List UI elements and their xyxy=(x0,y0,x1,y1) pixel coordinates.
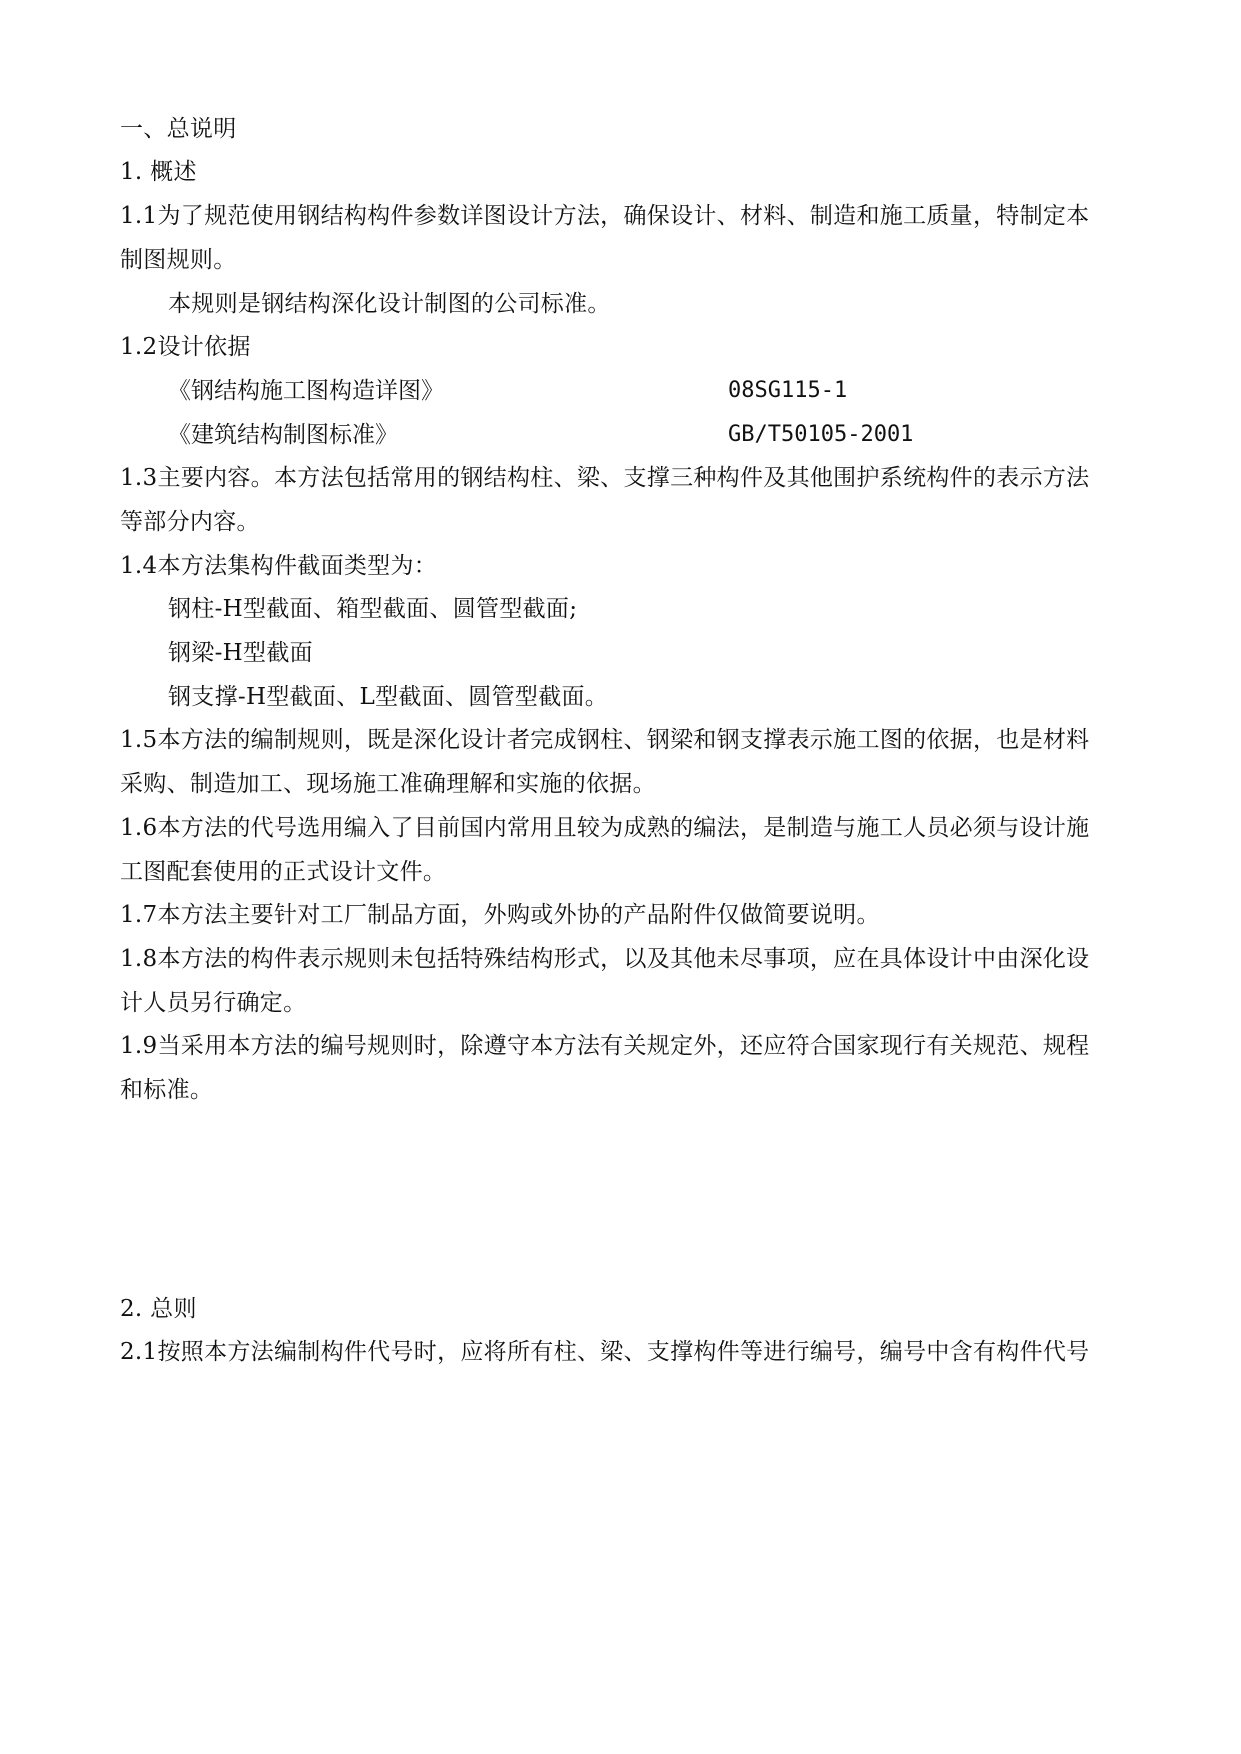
paragraph-line: 1.9当采用本方法的编号规则时，除遵守本方法有关规定外，还应符合国家现行有关规范、规程 xyxy=(120,1033,1090,1059)
section-heading: 一、总说明 xyxy=(120,116,237,142)
paragraph-line: 工图配套使用的正式设计文件。 xyxy=(120,859,447,885)
list-item: 钢柱-H型截面、箱型截面、圆管型截面; xyxy=(168,596,578,622)
paragraph-line: 和标准。 xyxy=(120,1077,214,1103)
reference-title: 《钢结构施工图构造详图》 xyxy=(168,378,444,404)
list-item: 钢梁-H型截面 xyxy=(168,640,313,666)
paragraph-line: 1.5本方法的编制规则，既是深化设计者完成钢柱、钢梁和钢支撑表示施工图的依据，也是材料 xyxy=(120,727,1090,753)
reference-title: 《建筑结构制图标准》 xyxy=(168,422,398,448)
paragraph-line: 计人员另行确定。 xyxy=(120,990,307,1016)
reference-code: GB/T50105-2001 xyxy=(728,422,914,447)
paragraph-line: 等部分内容。 xyxy=(120,509,260,535)
list-item: 钢支撑-H型截面、L型截面、圆管型截面。 xyxy=(168,684,609,710)
paragraph-line: 制图规则。 xyxy=(120,247,237,273)
section-heading: 2. 总则 xyxy=(120,1296,197,1322)
subsection-heading: 1. 概述 xyxy=(120,159,197,185)
paragraph-line: 1.1为了规范使用钢结构构件参数详图设计方法，确保设计、材料、制造和施工质量，特制定本 xyxy=(120,203,1090,229)
paragraph-line: 1.3主要内容。本方法包括常用的钢结构柱、梁、支撑三种构件及其他围护系统构件的表示方法 xyxy=(120,465,1090,491)
subsection-heading: 1.2设计依据 xyxy=(120,334,251,360)
paragraph-line: 1.7本方法主要针对工厂制品方面，外购或外协的产品附件仅做简要说明。 xyxy=(120,902,880,928)
paragraph-line: 1.6本方法的代号选用编入了目前国内常用且较为成熟的编法，是制造与施工人员必须与设计施 xyxy=(120,815,1090,841)
paragraph-line: 采购、制造加工、现场施工准确理解和实施的依据。 xyxy=(120,771,656,797)
paragraph-line: 本规则是钢结构深化设计制图的公司标准。 xyxy=(168,291,611,317)
paragraph-line: 2.1按照本方法编制构件代号时，应将所有柱、梁、支撑构件等进行编号，编号中含有构件代号 xyxy=(120,1339,1090,1365)
reference-code: 08SG115-1 xyxy=(728,378,848,403)
paragraph-line: 1.8本方法的构件表示规则未包括特殊结构形式，以及其他未尽事项，应在具体设计中由深化设 xyxy=(120,946,1090,972)
subsection-heading: 1.4本方法集构件截面类型为： xyxy=(120,553,438,579)
